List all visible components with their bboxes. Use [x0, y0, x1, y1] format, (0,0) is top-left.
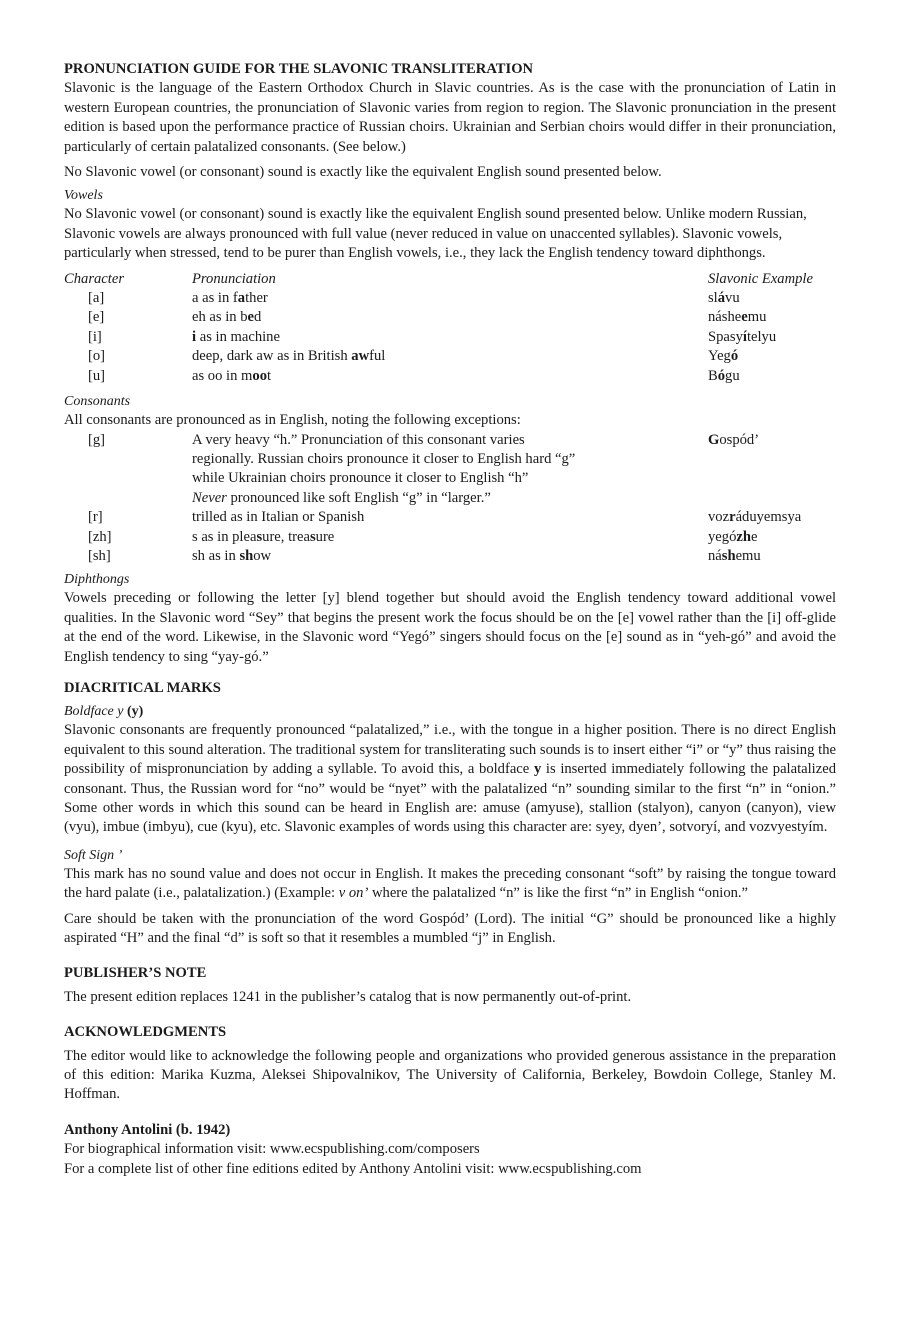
consonants-intro: All consonants are pronounced as in English, noting the following exceptions: — [64, 412, 521, 429]
table-row — [64, 289, 836, 308]
diacritical-title: DIACRITICAL MARKS — [64, 679, 221, 696]
header-example: Slavonic Example — [708, 270, 813, 287]
consonant-pronunciation: sh as in show — [192, 547, 272, 564]
vowel-example: slávu — [708, 290, 740, 307]
table-row — [64, 308, 836, 327]
vowel-table — [64, 289, 836, 386]
table-row — [64, 367, 836, 386]
header-character: Character — [64, 270, 124, 287]
acknowledgments-title: ACKNOWLEDGMENTS — [64, 1024, 227, 1041]
consonant-char: [sh] — [88, 547, 111, 564]
consonant-char: [r] — [88, 509, 103, 526]
boldface-text: Slavonic consonants are frequently pronounced “palatalized,” i.e., with the tongue in a higher position. There is no direct English equivalent to this sound alteration. The traditional system for transliterating such sounds is to insert either “i” or “y” thus raising the possibility of mispronunciation by adding a syllable. To avoid this, a boldface y is inserted immediately following the palatalized consonant. Thus, the Russian word for “no” would be “nyet” with the palatalized “n” sounding similar to the first “n” in “onion.” Some other words in which this sound can be heard in English are: amuse (amyuse), stallion (stalyon), canyon (canyon), view (vyu), imbue (imbyu), cue (kyu), etc. Slavonic examples of words using this character are: syey, dyen’, sotvoryí, and vozvyestyím. — [64, 722, 836, 836]
vowels-heading: Vowels — [64, 188, 103, 204]
vowel-char: [e] — [88, 309, 105, 326]
pronunciation-guide-title: PRONUNCIATION GUIDE FOR THE SLAVONIC TRANSLITERATION — [64, 61, 534, 77]
consonant-example: Gospód’ — [708, 431, 760, 448]
consonant-char: [g] — [88, 431, 106, 448]
vowel-example: Yegó — [708, 348, 739, 365]
vowel-char: [i] — [88, 328, 102, 345]
table-header — [64, 270, 836, 289]
vowel-pronunciation: i as in machine — [192, 328, 280, 345]
guide-intro-note: No Slavonic vowel (or consonant) sound is exactly like the equivalent English sound presented below. — [64, 164, 662, 181]
header-pronunciation: Pronunciation — [192, 270, 276, 287]
consonant-pronunciation: s as in pleasure, treasure — [192, 528, 335, 545]
vowel-example: násheemu — [708, 309, 767, 326]
consonant-char: [zh] — [88, 528, 112, 545]
vowel-pronunciation: eh as in bed — [192, 309, 262, 326]
table-row — [64, 347, 836, 366]
table-row — [64, 328, 836, 347]
vowel-example: Spasyítelyu — [708, 328, 777, 345]
vowel-pronunciation: deep, dark aw as in British awful — [192, 348, 386, 365]
consonant-example: náshemu — [708, 547, 761, 564]
publishers-note-title: PUBLISHER’S NOTE — [64, 965, 207, 982]
diphthongs-text: Vowels preceding or following the letter [y] blend together but should avoid the English tendency toward additional vowel qualities. In the Slavonic word “Sey” that begins the present work the focus should be on the [e] vowel rather than the [i] off-glide at the end of the word. Likewise, in the Slavonic word “Yegó” singers should focus on the [e] sound as in “yeh-gó” and avoid the English tendency to sing “yay-gó.” — [64, 590, 836, 665]
composer-editions-link: For a complete list of other fine editions edited by Anthony Antolini visit: www.ecspublishing.com — [64, 1160, 642, 1177]
vowel-example: Bógu — [708, 367, 740, 384]
consonant-example: yegózhe — [708, 528, 758, 545]
acknowledgments-text: The editor would like to acknowledge the following people and organizations who provided generous assistance in the preparation of this edition: Marika Kuzma, Aleksei Shipovalnikov, The University of California, Berkeley, Bowdoin College, Stanley M. Hoffman. — [64, 1047, 836, 1103]
soft-sign-heading: Soft Sign ’ — [64, 847, 123, 863]
vowel-pronunciation: a as in father — [192, 290, 268, 307]
diphthongs-heading: Diphthongs — [64, 572, 130, 588]
vowel-char: [o] — [88, 348, 106, 365]
consonant-table — [64, 431, 836, 567]
table-row — [64, 528, 836, 547]
consonants-heading: Consonants — [64, 394, 131, 410]
table-row — [64, 431, 836, 509]
guide-intro: Slavonic is the language of the Eastern Orthodox Church in Slavic countries. As is the case with the pronunciation of Latin in western European countries, the pronunciation of Slavonic varies from region to region. The Slavonic pronunciation in the present edition is based upon the performance practice of Russian choirs. Ukrainian and Serbian choirs would differ in their pronunciation, particularly of certain palatalized consonants. (See below.) — [64, 80, 836, 155]
vowel-char: [u] — [88, 367, 106, 384]
soft-sign-text-2: Care should be taken with the pronunciation of the word Gospód’ (Lord). The initial “G” should be pronounced like a highly aspirated “H” and the final “d” is soft so that it resembles a mumbled “j” in English. — [64, 910, 836, 947]
vowels-text: No Slavonic vowel (or consonant) sound is exactly like the equivalent English sound presented below. Unlike modern Russian, Slavonic vowels are always pronounced with full value (never reduced in value on unaccented syllables). Slavonic vowels, particularly when stressed, tend to be purer than English vowels, i.e., they lack the English tendency toward diphthongs. — [64, 206, 807, 262]
soft-sign-text: This mark has no sound value and does not occur in English. It makes the preceding consonant “soft” by raising the tongue toward the hard palate (i.e., palatalization.) (Example: v on’ where the palatalized “n” is like the first “n” in English “onion.” — [64, 865, 836, 902]
consonant-pronunciation: A very heavy “h.” Pronunciation of this consonant varies regionally. Russian choirs pronounce it closer to English hard “g” while Ukrainian choirs pronounce it closer to English “h” Never pronounced like soft English “g” in “larger.” — [192, 431, 576, 506]
composer-bio-link: For biographical information visit: www.ecspublishing.com/composers — [64, 1141, 480, 1158]
consonant-pronunciation: trilled as in Italian or Spanish — [192, 509, 365, 526]
table-row — [64, 547, 836, 566]
publishers-note-text: The present edition replaces 1241 in the publisher’s catalog that is now permanently out-of-print. — [64, 988, 632, 1005]
table-row — [64, 508, 836, 527]
consonant-example: vozráduyemsya — [708, 509, 802, 526]
vowel-char: [a] — [88, 290, 105, 307]
composer-name: Anthony Antolini (b. 1942) — [64, 1121, 231, 1138]
vowel-pronunciation: as oo in moot — [192, 367, 272, 384]
boldface-heading: Boldface y (y) — [64, 704, 144, 720]
